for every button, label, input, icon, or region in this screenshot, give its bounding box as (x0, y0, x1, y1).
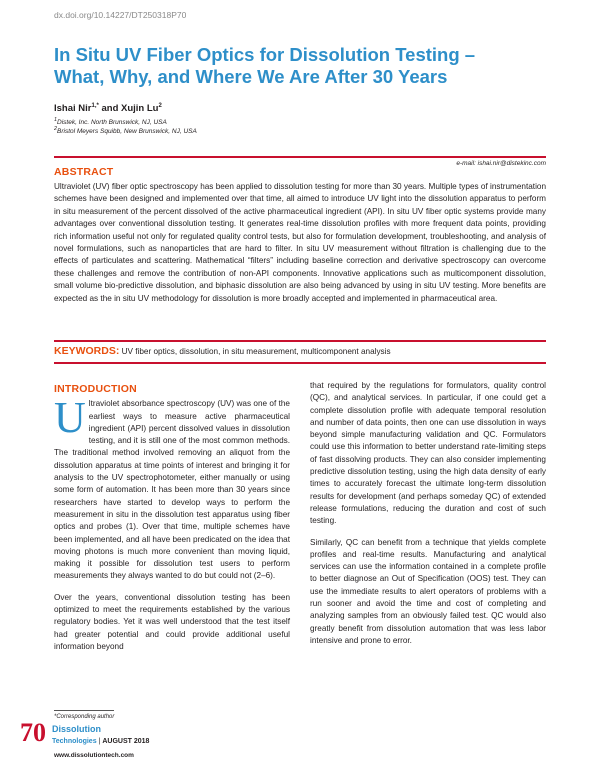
intro-paragraph-1-text: ltraviolet absorbance spectroscopy (UV) was one of the earliest ways to measure active pharmaceutical ingredient (API) percent dissolved values in dissolution testing, and it is still one of the most common methods. The traditional method involved removing an aliquot from the dissolution apparatus at time points of interest and bringing it for analysis to the UV spectrophotometer, either manually or using some form of automation. It has been more than 30 years since researchers have started to develop ways to perform the measurement in situ in the dissolution test apparatus using fiber optics and probes (1). Over that time, multiple schemes have been implemented, and all have been predicated on the idea that moving photons is much more convenient than moving liquid, making it possible for dissolution test users to perform measurements they always wanted to do but could not (2–6). (54, 399, 290, 581)
keywords-text: UV fiber optics, dissolution, in situ measurement, multicomponent analysis (119, 347, 391, 356)
keywords-rule-top (54, 340, 546, 342)
intro-paragraph-4: Similarly, QC can benefit from a technique that yields complete profiles and real-time results. Manufacturing and analytical services can use the information contained in a complete profile to better diagnose an Out of Specification (OOS) test. They can use the immediate results to alert operators of problems with a run sooner and avoid the time and cost of completing and analyzing samples from an obviously failed test. QC would also greatly benefit from dissolution automation that was less labor intensive and prone to error. (310, 537, 546, 645)
page-number: 70 (20, 718, 46, 747)
author-line (54, 103, 162, 114)
intro-paragraph-2: Over the years, conventional dissolution testing has been optimized to meet the requirements established by the various regulatory bodies. Yet it was well understood that the test itself had greater potential and could provide additional useful information beyond (54, 592, 290, 651)
affiliation-2-text: Bristol Meyers Squibb, New Brunswick, NJ, USA (57, 128, 197, 136)
footnote-rule (54, 710, 114, 711)
column-left (54, 383, 290, 662)
author-2-name: and Xujin Lu (98, 103, 159, 115)
abstract-heading: ABSTRACT (54, 166, 114, 178)
abstract-body: Ultraviolet (UV) fiber optic spectroscopy has been applied to dissolution testing for more than 30 years. Multiple types of instrumentation schemes have been designed and implemented over that time, all aimed to introduce UV light into the dissolution apparatus to perform in situ measurement of the percent dissolved of the active pharmaceutical ingredient (API). In situ UV fiber optic systems provide many advantages over conventional dissolution testing. It generates real-time dissolution profiles with more frequent data points, providing rich information useful not only for regulated quality control tests, but also for formulation development, troubleshooting, and analysis of novel formulations, such as nanoparticles that are hard to filter. In situ UV measurement without filtration is challenging due to the effects of particulates and scattering. Mathematical “filters” including baseline correction and derivative spectroscopy can overcome these challenges and remove the contribution of non-API components. Innovative applications such as multicomponent dissolution, small volume bio-predictive dissolution, and biphasic dissolution are also being advanced by using in situ UV testing. More benefits are expected as the in situ UV methodology for dissolution is more broadly accepted and implemented in pharmaceutical area. (54, 182, 546, 303)
header-rule-top (54, 156, 546, 158)
journal-logo (52, 725, 149, 746)
author-email[interactable]: e-mail: ishai.nir@distekinc.com (456, 160, 546, 167)
author-1-name: Ishai Nir (54, 103, 92, 115)
intro-paragraph-1 (54, 393, 290, 582)
author-2-sup: 2 (158, 103, 162, 109)
doi-link[interactable]: dx.doi.org/10.14227/DT250318P70 (54, 10, 187, 20)
affiliation-1-sup: 1 (54, 117, 58, 123)
keywords-rule-bottom (54, 362, 546, 364)
keywords-line (54, 345, 546, 357)
article-title: In Situ UV Fiber Optics for Dissolution Testing – What, Why, and Where We Are After 30 Years (54, 44, 476, 87)
column-right (310, 380, 546, 656)
introduction-heading: INTRODUCTION (54, 383, 137, 395)
journal-name-line2: Technologies (52, 738, 97, 745)
drop-cap: U (54, 393, 86, 443)
intro-paragraph-3: that required by the regulations for formulators, quality control (QC), and analytical services. In particular, if one could get a complete dissolution profile with adequate temporal resolution and number of data points, then one can use dissolution in ways beyond simple manufacturing validation and QC. Formulators could use this information to better understand rate-limiting steps of fast dissolving products. They can also consider implementing predictive dissolution testing, using the high data density of early times to accurately forecast the ultimate long-term dissolution results for development (and perhaps someday QC) of extended release formulations, reducing the duration and cost of such testing. (310, 381, 546, 526)
affiliation-1-text: Distek, Inc. North Brunswick, NJ, USA (57, 119, 167, 127)
issue-date: AUGUST 2018 (102, 738, 150, 745)
affiliation-2 (54, 126, 197, 135)
footer-separator: | (96, 738, 103, 745)
journal-website[interactable]: www.dissolutiontech.com (54, 752, 134, 759)
journal-name-line1: Dissolution (52, 724, 101, 734)
keywords-label: KEYWORDS: (54, 345, 120, 357)
affiliation-2-sup: 2 (54, 126, 58, 132)
author-1-sup: 1,* (91, 103, 99, 109)
affiliation-1 (54, 117, 167, 126)
corresponding-author-footnote: *Corresponding author (54, 714, 115, 720)
